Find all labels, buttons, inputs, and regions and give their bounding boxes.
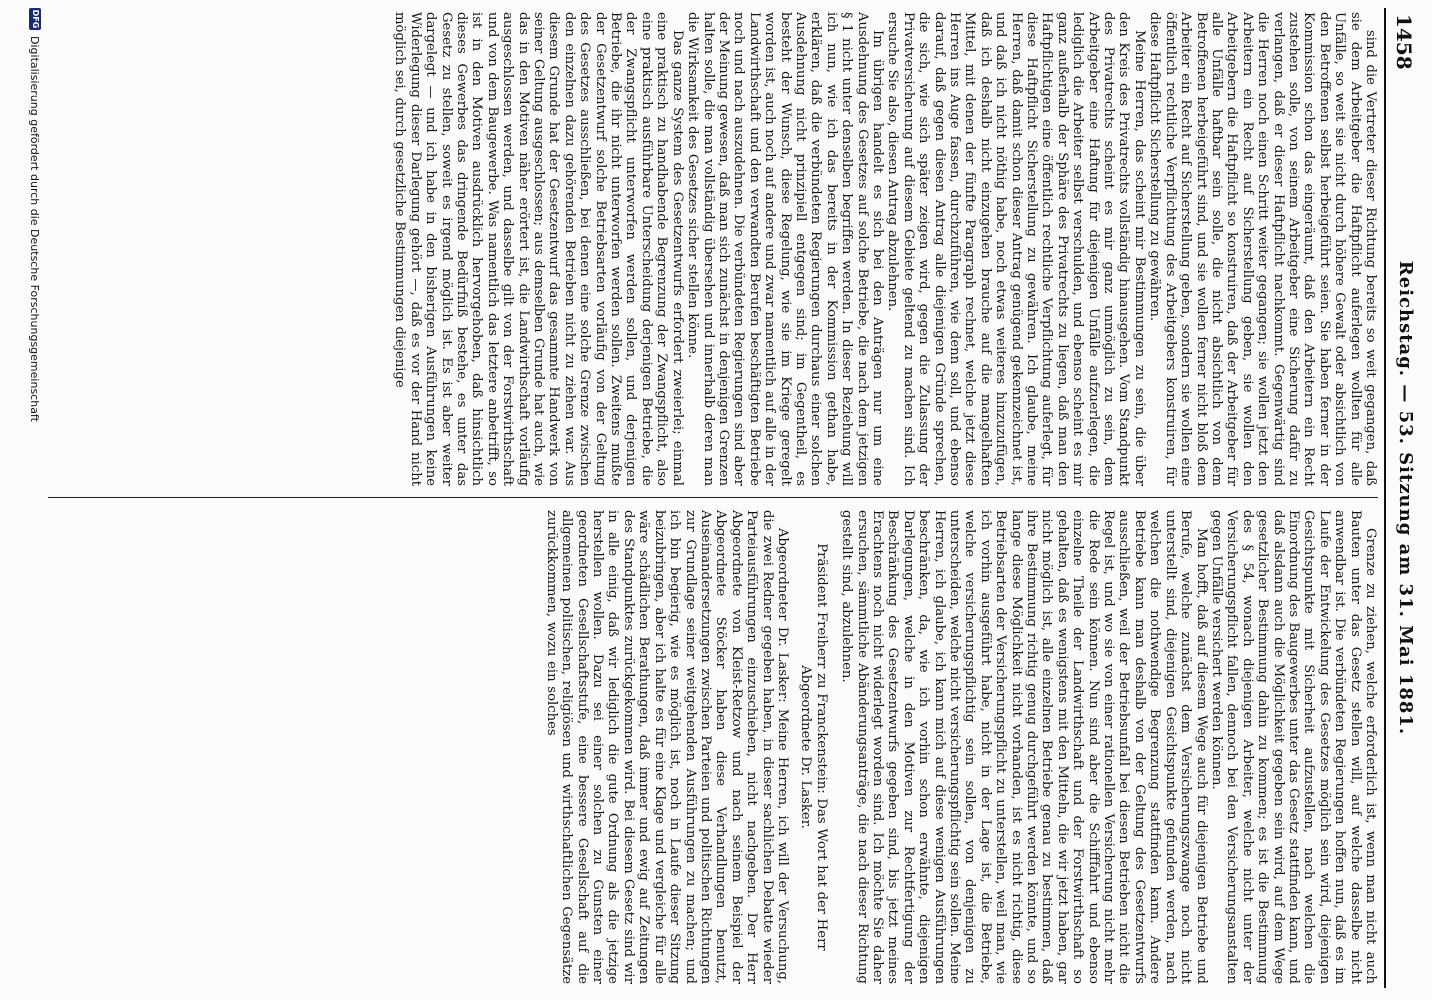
paragraph: Grenze zu ziehen, welche erforderlich ist, wenn man nicht auch Bauten unter das Gesetz stellen will, auf welche dasselbe nicht anwendbar ist. Die verbündeten Regierungen hoffen nun, daß es im Laufe der Entwickelung des Gesetzes möglich sein wird, diejenigen Gesichtspunkte mit Sicherheit aufzustellen, nach welchen die Einordnung des Baugewerbes unter das Gesetz stattfinden kann, und daß alsdann auch die Möglichkeit gegeben sein wird, auf dem Wege gesetzlicher Bestimmung dahin zu kommen; es ist die Bestimmung des § 54, wonach diejenigen Arbeiter, welche nicht unter der Versicherungspflicht fallen, dennoch bei den Versicherungsanstalten gegen Unfälle versichert werden können. bbox=[1208, 510, 1378, 984]
paragraph: Im übrigen handelt es sich bei den Anträgen nur um eine Ausdehnung des Gesetzes auf solche Betriebe, die nach dem jetzigen § 1 nicht unter denselben begriffen werden. In dieser Beziehung will ich nun, wie ich das bereits in der Kommission gethan habe, erklären, daß die verbündeten Regierungen durchaus einer solchen Ausdehnung nicht prinzipiell entgegen sind; im Gegentheil, es besteht der Wunsch, diese Regelung, wie sie im Kriege geregelt worden ist, auch noch auf andere und zwar namentlich auf alle in der Landwirthschaft und den verwandten Berufen beschäftigten Betriebe noch und nach auszudehnen. Die verbündeten Regierungen sind aber der Meinung gewesen, daß man sich zunächst in denjenigen Grenzen halten solle, die man vollständig übersehen und innerhalb deren man die Wirksamkeit des Gesetzes sicher stellen könne. bbox=[685, 12, 885, 486]
right-column bbox=[48, 510, 1378, 984]
speaker-intro: Präsident Freiherr zu Franckenstein: Das Wort hat der Herr Abgeordnete Dr. Lasker. bbox=[798, 543, 829, 951]
page-number: 1458 bbox=[1392, 14, 1416, 70]
page-title: Reichstag. — 53. Sitzung am 31. Mai 1881. bbox=[1395, 260, 1416, 736]
dfg-logo-icon: DFG bbox=[31, 9, 40, 29]
page-header bbox=[1384, 8, 1422, 988]
paragraph: Man hofft, daß auf diesem Wege auch für diejenigen Betriebe und Berufe, welche zunächst dem Versicherungszwange noch nicht unterstellt sind, diejenigen Gesichtspunkte gefunden werden, nach welchen die nothwendige Begrenzung stattfinden kann. Andere Betriebe kann man deshalb von der Geltung des Gesetzentwurfs ausschließen, weil der Betriebsunfall bei diesen Betrieben nicht die Regel ist, und wo sie von einer rationellen Versicherung nicht mehr die Rede sein können. Nun sind aber die Schifffahrt und ebenso einzelne Theile der Landwirthschaft und der Forstwirthschaft so gehalten, daß es wenigstens mit den Mitteln, die wir jetzt haben, gar nicht möglich ist, alle einzelnen Betriebe genau zu bestimmen, daß ihre Bestimmung richtig genug durchgeführt werden könnte, und so lange diese Möglichkeit nicht vorhanden, ist es nicht richtig, diese Betriebsarten der Versicherungspflicht zu unterstellen, weil man, wie ich vorhin ausgeführt habe, nicht in der Lage ist, die Betriebe, welche versicherungspflichtig sein sollen, von denjenigen zu unterscheiden, welche nicht versicherungspflichtig sein sollen. Meine Herren, ich glaube, ich kann mich auf diese wenigen Ausführungen beschränken, da, wie ich vorhin schon erwähnte, diejenigen Darlegungen, welche in den Motiven zur Rechtfertigung der Beschränkung des Gesetzentwurfs gegeben sind, bis jetzt meines Erachtens noch nicht widerlegt worden sind. Ich möchte Sie daher ersuchen, sämmtliche Abänderungsanträge, die nach dieser Richtung gestellt sind, abzulehnen. bbox=[839, 510, 1209, 984]
rotated-content bbox=[27, 8, 1422, 988]
paragraph: sind die Vertreter dieser Richtung bereits so weit gegangen, daß sie dem Arbeitgeber die Haftpflicht auferlegen wollten für alle Unfälle, so weit sie nicht durch höhere Gewalt oder absichtlich von den Betroffenen selbst herbeigeführt seien. Sie haben ferner in der Kommission schon das eingeräumt, daß den Arbeitern ein Recht zustehen solle, von seinem Arbeitgeber eine Sicherung dafür zu verlangen, daß er dieser Haftpflicht nachkommt. Gegenwärtig sind die Herren noch einen Schritt weiter gegangen; sie wollen jetzt den Arbeitern ein Recht auf Sicherstellung geben, sie wollen den Arbeitgebern die Haftpflicht so konstruiren, daß der Arbeitgeber für alle Unfälle haftbar sein solle, die nicht absichtlich von dem Betroffenen herbeigeführt sind, und sie wollen ferner nicht bloß dem Arbeiter ein Recht auf Sicherstellung geben, sondern sie wollen eine öffentlich rechtliche Verpflichtung des Arbeitgebers konstruiren, für diese Haftpflicht Sicherstellung zu gewähren. bbox=[1147, 12, 1378, 486]
column-divider bbox=[48, 497, 1378, 498]
left-column bbox=[48, 12, 1378, 486]
paragraph: Meine Herren, das scheint mir Bestimmungen zu sein, die über den Kreis des Privatrechts vollständig hinausgehen. Vom Standpunkt des Privatrechts scheint es mir ganz unmöglich zu sein, dem Arbeitgeber eine Haftung für diejenigen Unfälle aufzuerlegen, die lediglich die Arbeiter selbst verschulden, und ebenso scheint es mir ganz außerhalb der Sphäre des Privatrechts zu liegen, daß man den Haftpflichtigen eine öffentlich rechtliche Verpflichtung auferlegt, für diese Haftpflicht Sicherstellung zu gewähren. Ich glaube, meine Herren, daß damit schon dieser Antrag genügend gekennzeichnet ist, und daß ich nicht nöthig habe, noch etwas weiteres hinzuzufügen, daß ich deshalb nicht einzugehen brauche auf die mangelhaften Mittel, mit denen der fünfte Paragraph rechnet, welche jetzt diese Herren ins Auge fassen, durchzuführen, wie denn soll, und ebenso darauf, daß gegen diesen Antrag alle diejenigen Gründe sprechen, die sich, wie sich später zeigen wird, gegen die Zulassung der Privatversicherung auf diesem Gebiete geltend zu machen sind. Ich ersuche Sie also, diesen Antrag abzulehnen. bbox=[885, 12, 1147, 486]
digitization-footer bbox=[28, 8, 42, 988]
footer-text: Digitalisierung gefördert durch die Deutsche Forschungsgemeinschaft bbox=[28, 36, 42, 422]
paragraph: Das ganze System des Gesetzentwurfs erfordert zweierlei; einmal eine praktisch zu handhabende Begrenzung der Zwangspflicht, also eine praktisch ausführbare Unterscheidung derjenigen Betriebe, die der Zwangspflicht unterworfen werden sollen, und derjenigen Betriebe, die ihr nicht unterworfen werden sollen. Zweitens mußte der Gesetzentwurf solche Betriebsarten vorläufig von der Geltung des Gesetzes ausschließen, bei denen eine solche Grenze zwischen den einzelnen dazu gehörenden Betrieben nicht zu ziehen war. Aus diesem Grunde hat der Gesetzentwurf das gesammte Handwerk von seiner Geltung ausgeschlossen; aus demselben Grunde hat auch, wie das in den Motiven näher erörtert ist, die Landwirthschaft vorläufig ausgeschlossen werden, und dasselbe gilt von der Forstwirthschaft und von dem Baugewerbe. Was namentlich das letztere anbetrifft, so ist in den Motiven ausdrücklich hervorgehoben, daß hinsichtlich dieses Gewerbes das dringende Bedürfniß bestehe, es unter das Gesetz zu stellen, soweit es irgend möglich ist. Es ist aber weiter dargelegt — und ich habe in den bisherigen Ausführungen keine Widerlegung dieser Darlegung gehört —, daß es vor der Hand nicht möglich sei, durch gesetzliche Bestimmungen diejenige bbox=[392, 12, 685, 486]
paragraph: Abgeordneter Dr. Lasker: Meine Herren, ich will der Versuchung, die zwei Redner gegeben haben, in dieser sachlichen Debatte wieder Parteiausführungen einzuschieben, nicht nachgeben. Der Herr Abgeordnete von Kleist-Retzow und nach seinem Beispiel der Abgeordnete Stöcker haben diese Verhandlungen benutzt, Auseinandersetzungen zwischen Parteien und politischen Richtungen zur Grundlage seiner weitgehenden Ausführungen zu machen; und ich bin begierig, wie es möglich ist, noch in Laufe dieser Sitzung beizubringen, aber ich halte es für eine Klage und vergleiche für alle wäre schädlichen Berathungen, daß immer und ewig auf Zeitungen des Standpunktes zurückgekommen wird. Bei diesem Gesetz sind wir in alle einig, daß wir lediglich die gute Ordnung als die jetzige herstellen wollen. Dazu sei einer solchen zu Gunsten einer geordneten Gesellschaftsstufe, eine bessere Gesellschaft auf die allgemeinen politischen, religiösen und wirthschaftlichen Gegensätze zurückkommen, wozu ein solches bbox=[543, 510, 790, 984]
